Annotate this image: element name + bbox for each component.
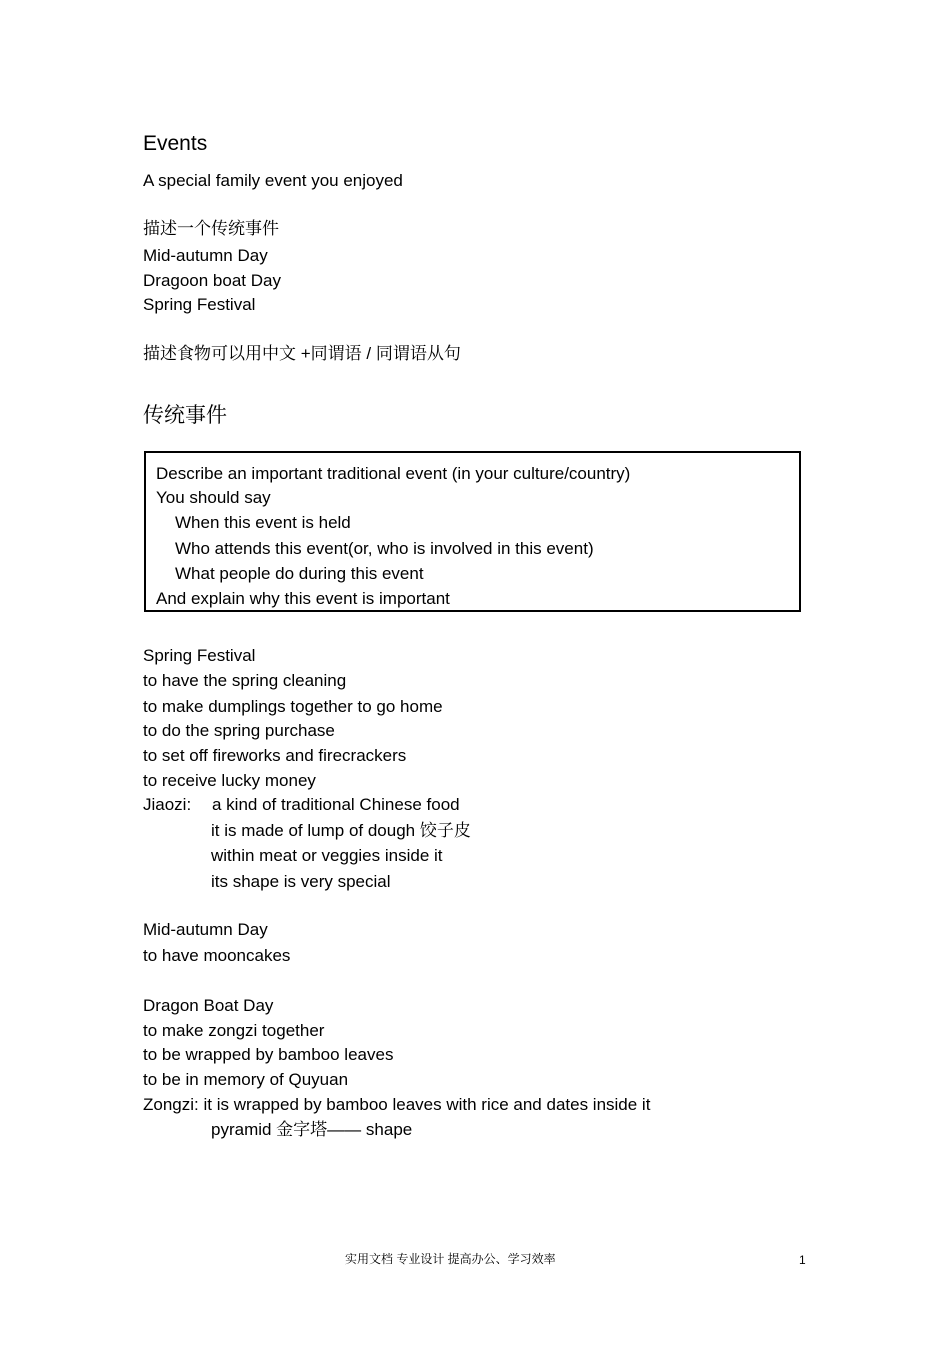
list-item: to make zongzi together [143,1021,325,1040]
dragon-boat-title: Dragon Boat Day [143,996,274,1015]
jiaozi-label: Jiaozi: [143,795,192,814]
jiaozi-description: its shape is very special [211,872,391,891]
cn-describe-event: 描述一个传统事件 [143,219,279,238]
jiaozi-description: within meat or veggies inside it [211,846,443,865]
subtitle: A special family event you enjoyed [143,171,403,190]
list-item: to do the spring purchase [143,721,335,740]
task-point: When this event is held [175,513,351,532]
event-item: Mid-autumn Day [143,246,268,265]
list-item: to make dumplings together to go home [143,697,443,716]
list-item: to have the spring cleaning [143,671,347,690]
task-line: You should say [156,488,271,507]
jiaozi-description: it is made of lump of dough 饺子皮 [211,821,471,840]
section-heading: 传统事件 [143,404,227,427]
task-point: Who attends this event(or, who is involved in this event) [175,539,594,558]
list-item: to be wrapped by bamboo leaves [143,1045,394,1064]
list-item: to set off fireworks and firecrackers [143,746,407,765]
event-item: Dragoon boat Day [143,271,281,290]
task-point: What people do during this event [175,564,424,583]
list-item: to have mooncakes [143,946,291,965]
task-line: Describe an important traditional event (in your culture/country) [156,464,631,483]
spring-festival-title: Spring Festival [143,646,256,665]
page-number: 1 [799,1253,806,1267]
list-item: to receive lucky money [143,771,316,790]
event-item: Spring Festival [143,295,256,314]
zongzi-line: Zongzi: it is wrapped by bamboo leaves with rice and dates inside it [143,1095,651,1114]
list-item: to be in memory of Quyuan [143,1070,349,1089]
cn-food-note: 描述食物可以用中文 +同谓语 / 同谓语从句 [143,344,461,363]
footer-text: 实用文档 专业设计 提高办公、学习效率 [345,1252,556,1266]
jiaozi-description: a kind of traditional Chinese food [212,795,460,814]
task-card-box [144,451,801,612]
pyramid-line: pyramid 金字塔—— shape [211,1120,413,1139]
mid-autumn-title: Mid-autumn Day [143,920,268,939]
task-line: And explain why this event is important [156,589,450,608]
page-heading: Events [143,132,208,155]
